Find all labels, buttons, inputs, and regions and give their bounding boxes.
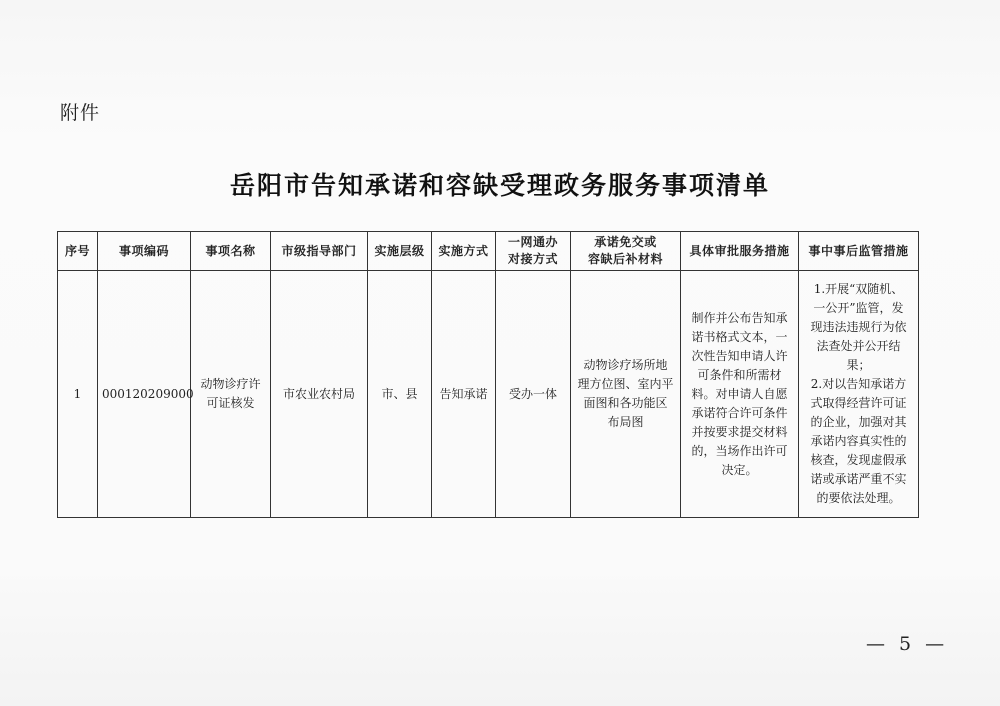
cell-method: 告知承诺 [432, 271, 496, 518]
page-number: — 5 — [866, 633, 949, 655]
table-header-row [58, 232, 919, 271]
service-items-table [57, 231, 919, 518]
attachment-label: 附件 [60, 102, 101, 124]
header-code: 事项编码 [98, 232, 191, 271]
cell-level: 市、县 [368, 271, 432, 518]
header-approval-measures: 具体审批服务措施 [681, 232, 799, 271]
cell-name: 动物诊疗许 可证核发 [191, 271, 271, 518]
cell-department: 市农业农村局 [271, 271, 368, 518]
cell-materials: 动物诊疗场所地 理方位图、室内平 面图和各功能区 布局图 [571, 271, 681, 518]
table-row [58, 271, 919, 518]
cell-code: 000120209000 [98, 271, 191, 518]
cell-online-mode: 受办一体 [496, 271, 571, 518]
cell-approval-measures: 制作并公布告知承 诺书格式文本，一 次性告知申请人许 可条件和所需材 料。对申请人自愿 承诺符合许可条件 并按要求提交材料 的，当场作出许可 决定。 [681, 271, 799, 518]
cell-index: 1 [58, 271, 98, 518]
header-department: 市级指导部门 [271, 232, 368, 271]
header-level: 实施层级 [368, 232, 432, 271]
header-index: 序号 [58, 232, 98, 271]
header-materials: 承诺免交或 容缺后补材料 [571, 232, 681, 271]
header-method: 实施方式 [432, 232, 496, 271]
header-supervision-measures: 事中事后监管措施 [799, 232, 919, 271]
header-name: 事项名称 [191, 232, 271, 271]
header-online-mode: 一网通办 对接方式 [496, 232, 571, 271]
cell-supervision-measures: 1.开展“双随机、 一公开”监管，发 现违法违规行为依 法查处并公开结 果； 2.对以告知承诺方 式取得经营许可证 的企业，加强对其 承诺内容真实性的 核查，发现虚假承 诺或承诺严重不实 的要依法处理。 [799, 271, 919, 518]
document-title: 岳阳市告知承诺和容缺受理政务服务事项清单 [229, 171, 770, 200]
